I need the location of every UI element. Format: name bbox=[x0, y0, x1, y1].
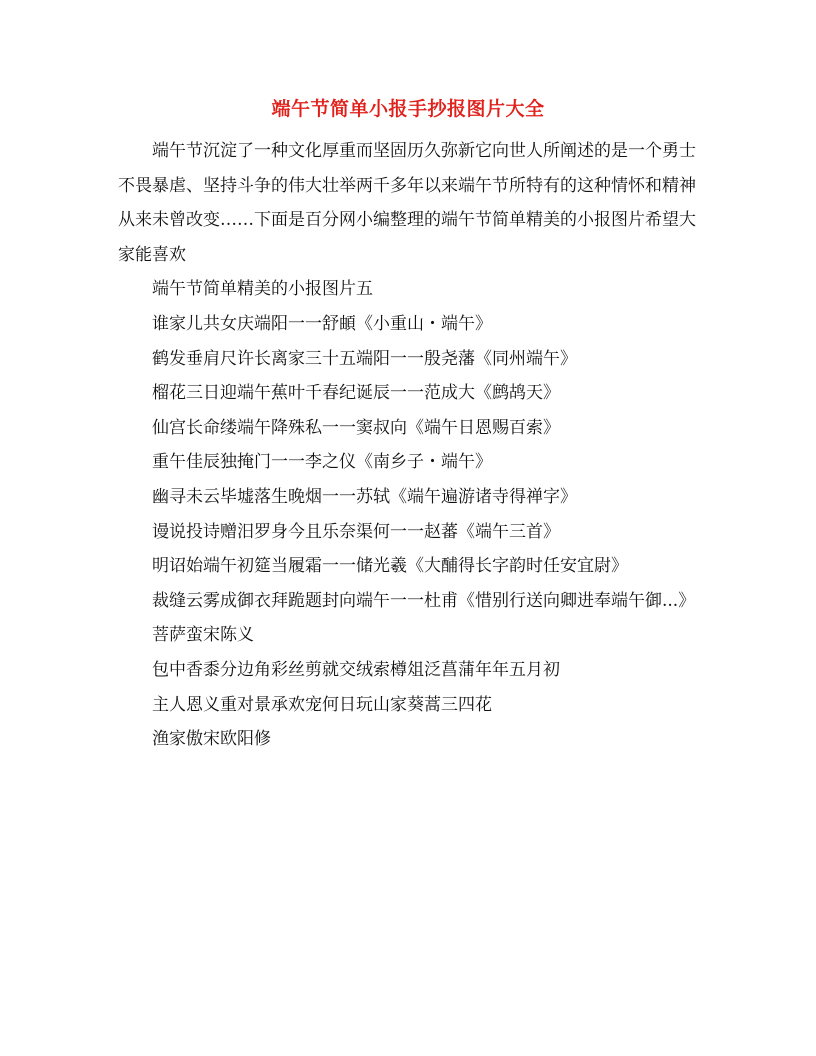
poem-line: 主人恩义重对景承欢宠何日玩山家葵蒿三四花 bbox=[152, 694, 492, 715]
poem-line: 幽寻未云毕墟落生晚烟一一苏轼《端午遍游诸寺得禅字》 bbox=[152, 486, 577, 507]
poem-line: 裁缝云雾成御衣拜跪题封向端午一一杜甫《惜别行送向卿进奉端午御...》 bbox=[152, 590, 696, 611]
poem-line: 仙宫长命缕端午降殊私一一窦叔向《端午日恩赐百索》 bbox=[152, 417, 560, 438]
poem-line: 鹤发垂肩尺许长离家三十五端阳一一殷尧藩《同州端午》 bbox=[152, 348, 577, 369]
poem-line: 谩说投诗赠汨罗身今且乐奈渠何一一赵蕃《端午三首》 bbox=[152, 521, 560, 542]
document-title: 端午节简单小报手抄报图片大全 bbox=[271, 98, 545, 120]
document-body bbox=[118, 134, 696, 757]
poem-title: 菩萨蛮宋陈义 bbox=[152, 625, 254, 646]
poem-line: 重午佳辰独掩门一一李之仪《南乡子・端午》 bbox=[152, 452, 492, 473]
poem-line: 榴花三日迎端午蕉叶千春纪诞辰一一范成大《鹧鸪天》 bbox=[152, 383, 560, 404]
poem-line: 谁家儿共女庆端阳一一舒頔《小重山・端午》 bbox=[152, 313, 492, 334]
poem-title: 渔家傲宋欧阳修 bbox=[152, 729, 271, 750]
poem-line: 明诏始端午初筵当履霜一一储光羲《大酺得长字韵时任安宜尉》 bbox=[152, 556, 628, 577]
intro-paragraph: 端午节沉淀了一种文化厚重而坚固历久弥新它向世人所阐述的是一个勇士不畏暴虐、坚持斗争的伟大壮举两千多年以来端午节所特有的这种情怀和精神从来未曾改变……下面是百分网小编整理的端午节简单精美的小报图片希望大家能喜欢 bbox=[118, 141, 696, 265]
section-heading: 端午节简单精美的小报图片五 bbox=[152, 279, 373, 300]
poem-line: 包中香黍分边角彩丝剪就交绒索樽俎泛菖蒲年年五月初 bbox=[152, 659, 560, 680]
